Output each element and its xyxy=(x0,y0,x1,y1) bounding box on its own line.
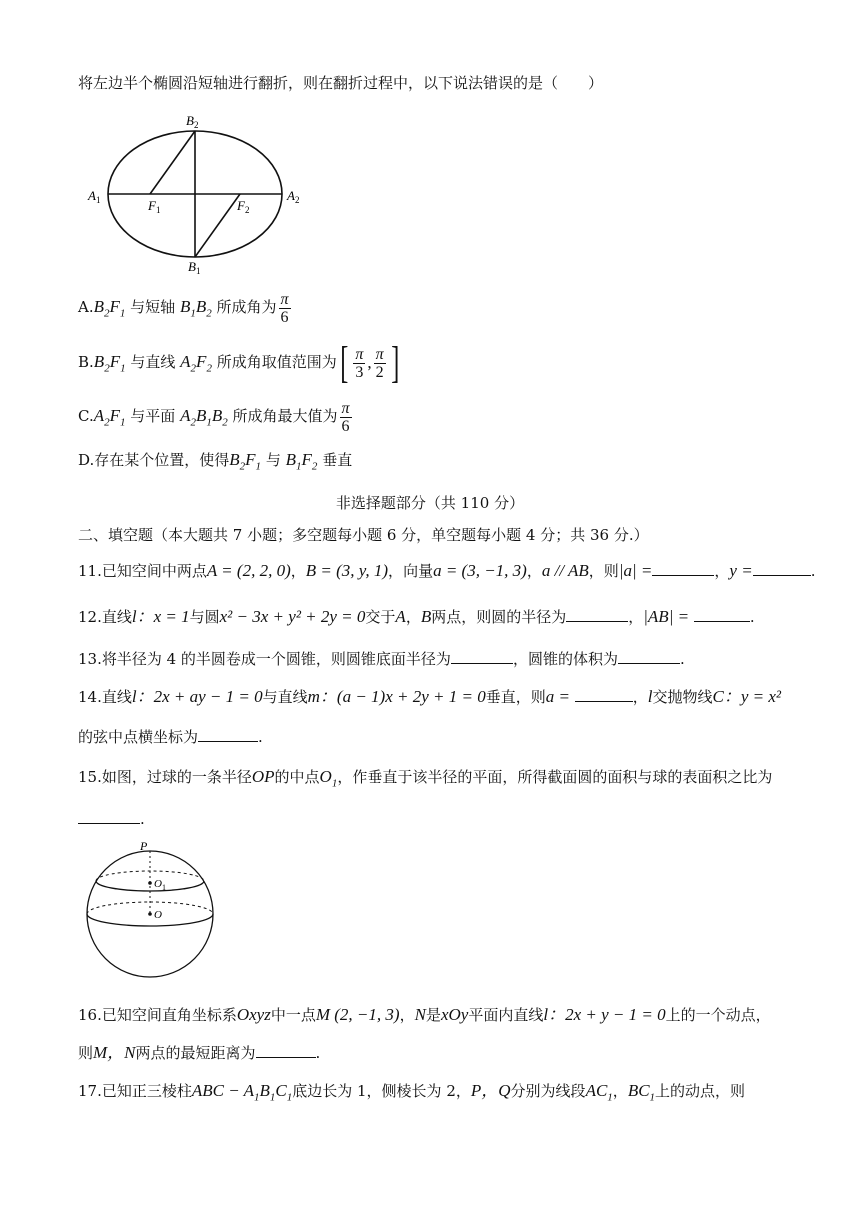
q15-o1-sub: 1 xyxy=(331,777,338,790)
q15-o1-letter: O xyxy=(319,767,332,786)
option-d xyxy=(78,449,800,477)
option-c-prefix: C. xyxy=(78,407,94,425)
q17-text1: 17.已知正三棱柱 xyxy=(78,1082,192,1100)
q11-vector: a = (3, −1, 3) xyxy=(433,561,527,580)
q11-text2: 向量 xyxy=(403,562,434,580)
option-b-prefix: B. xyxy=(78,353,94,371)
q17-prism-text: ABC − A xyxy=(191,1081,255,1100)
q14-eq3: y = x² xyxy=(740,687,782,706)
q12-text1: 12.直线 xyxy=(78,608,132,626)
q17-text5: 上的动点，则 xyxy=(655,1082,746,1100)
q11-point-b: B = (3, y, 1) xyxy=(305,561,389,580)
q11-text1: 11.已知空间中两点 xyxy=(78,562,207,580)
segment-b1f2 xyxy=(195,194,240,257)
answer-blank[interactable] xyxy=(78,809,140,824)
q15-text3: ，作垂直于该半径的平面，所得截面圆的面积与球的表面积之比为 xyxy=(337,768,773,786)
option-d-text2: 垂直 xyxy=(322,451,353,469)
question-16 xyxy=(78,1004,800,1026)
option-d-prefix: D.存在某个位置，使得 xyxy=(78,451,230,469)
frac-den: 6 xyxy=(280,308,289,326)
label-p: P xyxy=(140,839,148,853)
question-14 xyxy=(78,686,800,708)
option-c-text2: 所成角最大值为 xyxy=(232,407,338,425)
math-a2f1: $A_2F_1$ xyxy=(93,406,126,429)
math-a2f2: $A_2F_2$ xyxy=(180,352,212,375)
option-d-text1: 与 xyxy=(265,451,281,469)
q14-line-l: l： xyxy=(131,687,154,706)
point-o1 xyxy=(148,881,152,885)
q15-text1: 15.如图，过球的一条半径 xyxy=(78,768,252,786)
q11-text3: 则 xyxy=(603,562,619,580)
q16-m: M (2, −1, 3) xyxy=(315,1005,400,1024)
q17-pq: P，Q xyxy=(470,1081,511,1100)
question-10-stem xyxy=(78,72,800,94)
label-f2: $F_2$ xyxy=(237,198,250,215)
question-15 xyxy=(78,766,800,794)
question-12: 12.直线l：x = 1与圆x² − 3x + y² + 2y = 0交于A，B两点，则圆的半径为 ，|AB| = . xyxy=(78,607,755,626)
q15-o1 xyxy=(319,767,338,790)
answer-blank[interactable] xyxy=(618,649,680,664)
option-a-text2: 所成角为 xyxy=(216,298,277,316)
q16-mn: M，N xyxy=(93,1043,136,1062)
q12-eq1: x = 1 xyxy=(153,607,190,626)
q16-text7: 则 xyxy=(78,1044,94,1062)
q14-c: C： xyxy=(712,687,741,706)
q17-text4: ， xyxy=(612,1082,628,1100)
q11-point-a: A = (2, 2, 0) xyxy=(206,561,291,580)
q12-comma: ， xyxy=(405,608,421,626)
label-f1: $F_1$ xyxy=(148,198,161,215)
q12-b: B xyxy=(420,607,432,626)
fraction-pi-3 xyxy=(353,346,365,381)
fraction-pi-6 xyxy=(279,291,291,326)
q12-eq2: x² − 3x + y² + 2y = 0 xyxy=(219,607,366,626)
q14-a: a = xyxy=(545,687,570,706)
math-a2b1b2: $A_2B_1B_2$ xyxy=(180,406,228,429)
q12-text2: 与圆 xyxy=(189,608,220,626)
frac-num: π xyxy=(375,345,384,363)
section-title: 非选择题部分（共 110 分） xyxy=(335,494,525,512)
q16-n: N xyxy=(414,1005,426,1024)
q16-line-l: l： xyxy=(543,1005,566,1024)
fraction-pi-2 xyxy=(374,346,386,381)
q15-op: OP xyxy=(251,767,275,786)
label-a2: $A_2$ xyxy=(287,188,300,205)
option-a-prefix: A. xyxy=(78,298,94,316)
q14-text6: 的弦中点横坐标为 xyxy=(78,728,199,746)
q12-a: A xyxy=(395,607,406,626)
interval-bracket: [ $\frac{\pi}{3}$ , $\frac{\pi}{2}$ ] xyxy=(340,338,400,387)
q14-text5: 交抛物线 xyxy=(652,688,713,706)
q17-text2: 底边长为 1，侧棱长为 2， xyxy=(292,1082,471,1100)
label-b1: $B_1$ xyxy=(188,259,201,276)
q17-bc1: $BC_1$ xyxy=(627,1081,656,1104)
q14-eq1: 2x + ay − 1 = 0 xyxy=(153,687,263,706)
frac-num: π xyxy=(355,345,364,363)
fraction-pi-6 xyxy=(340,400,352,435)
q16-text1: 16.已知空间直角坐标系 xyxy=(78,1006,237,1024)
q16-oxyz: Oxyz xyxy=(236,1005,271,1024)
question-17 xyxy=(78,1080,800,1108)
question-10-text: 将左边半个椭圆沿短轴进行翻折，则在翻折过程中，以下说法错误的是（ ） xyxy=(78,74,604,92)
option-a xyxy=(78,287,800,333)
q14-eq2: (a − 1)x + 2y + 1 = 0 xyxy=(336,687,486,706)
answer-blank[interactable] xyxy=(694,607,750,622)
q15-text2: 的中点 xyxy=(274,768,320,786)
answer-blank[interactable] xyxy=(753,561,811,576)
label-a1: $A_1$ xyxy=(88,188,101,205)
answer-blank[interactable] xyxy=(652,561,714,576)
q12-ab: |AB| = xyxy=(643,607,690,626)
math-b2f1: $B_2F_1$ xyxy=(229,450,262,473)
question-11: 11.已知空间中两点A = (2, 2, 0)，B = (3, y, 1)，向量a = (3, −1, 3)，a // AB，则|a| = ，y = . xyxy=(78,561,816,580)
q16-text8: 两点的最短距离为 xyxy=(135,1044,256,1062)
q17-text3: 分别为线段 xyxy=(510,1082,586,1100)
question-16-cont: 则M，N两点的最短距离为 . xyxy=(78,1043,321,1062)
q14-text3: 垂直，则 xyxy=(485,688,546,706)
q17-ac1: $AC_1$ xyxy=(585,1081,613,1104)
frac-den: 3 xyxy=(355,363,364,381)
question-14-cont: 的弦中点横坐标为 . xyxy=(78,728,263,746)
answer-blank[interactable] xyxy=(451,649,513,664)
q16-text4: 是 xyxy=(425,1006,441,1024)
answer-blank[interactable] xyxy=(256,1043,316,1058)
q14-text2: 与直线 xyxy=(262,688,308,706)
q14-line-m: m： xyxy=(307,687,337,706)
answer-blank[interactable] xyxy=(198,727,258,742)
section-two-heading: 二、填空题（本大题共 7 小题；多空题每小题 6 分，单空题每小题 4 分；共 36 分.） xyxy=(78,526,649,544)
q17-prism: ABC − $A_1B_1C_1$ xyxy=(191,1081,293,1104)
q16-eq: 2x + y − 1 = 0 xyxy=(565,1005,666,1024)
q11-parallel: a // AB xyxy=(541,561,589,580)
q13-text1: 13.将半径为 4 的半圆卷成一个圆锥，则圆锥底面半径为 xyxy=(78,650,451,668)
q17-ac1-text: AC xyxy=(585,1081,608,1100)
option-b xyxy=(78,340,800,390)
q16-text3: ， xyxy=(399,1006,415,1024)
q17-bc1-text: BC xyxy=(627,1081,650,1100)
q16-text6: 上的一个动点， xyxy=(665,1006,771,1024)
frac-num: π xyxy=(341,399,350,417)
segment-b2f1 xyxy=(150,131,195,194)
q11-abs: |a| = xyxy=(618,561,653,580)
q12-text4: 两点，则圆的半径为 xyxy=(431,608,567,626)
option-a-text1: 与短轴 xyxy=(130,298,176,316)
math-b2f1: $B_2F_1$ xyxy=(93,352,126,375)
q14-text4: ， xyxy=(632,688,648,706)
ellipse-diagram xyxy=(82,112,322,277)
option-c xyxy=(78,396,800,442)
answer-blank[interactable] xyxy=(566,607,628,622)
label-o1: $O_1$ xyxy=(154,878,166,892)
q12-text3: 交于 xyxy=(365,608,396,626)
q11-y: y = xyxy=(729,561,753,580)
point-o xyxy=(148,912,152,916)
label-b2: $B_2$ xyxy=(186,113,199,130)
q16-text2: 中一点 xyxy=(270,1006,316,1024)
q13-text2: ，圆锥的体积为 xyxy=(512,650,618,668)
q16-xoy: xOy xyxy=(440,1005,469,1024)
frac-num: π xyxy=(280,290,289,308)
label-o: O xyxy=(154,909,162,921)
frac-den: 2 xyxy=(375,363,384,381)
question-15-cont: . xyxy=(78,808,800,830)
sphere-diagram xyxy=(76,838,226,988)
q16-text5: 平面内直线 xyxy=(468,1006,544,1024)
frac-den: 6 xyxy=(341,417,350,435)
math-b1f2: $B_1F_2$ xyxy=(285,450,318,473)
q14-l2: l xyxy=(647,687,653,706)
math-b1b2: $B_1B_2$ xyxy=(179,297,212,320)
option-b-text1: 与直线 xyxy=(130,353,176,371)
q12-line-l: l： xyxy=(131,607,154,626)
answer-blank[interactable] xyxy=(575,687,633,702)
question-13: 13.将半径为 4 的半圆卷成一个圆锥，则圆锥底面半径为 ，圆锥的体积为 . xyxy=(78,650,685,668)
option-c-text1: 与平面 xyxy=(130,407,176,425)
option-b-text2: 所成角取值范围为 xyxy=(216,353,337,371)
q14-text1: 14.直线 xyxy=(78,688,132,706)
math-b2f1: $B_2F_1$ xyxy=(93,297,126,320)
